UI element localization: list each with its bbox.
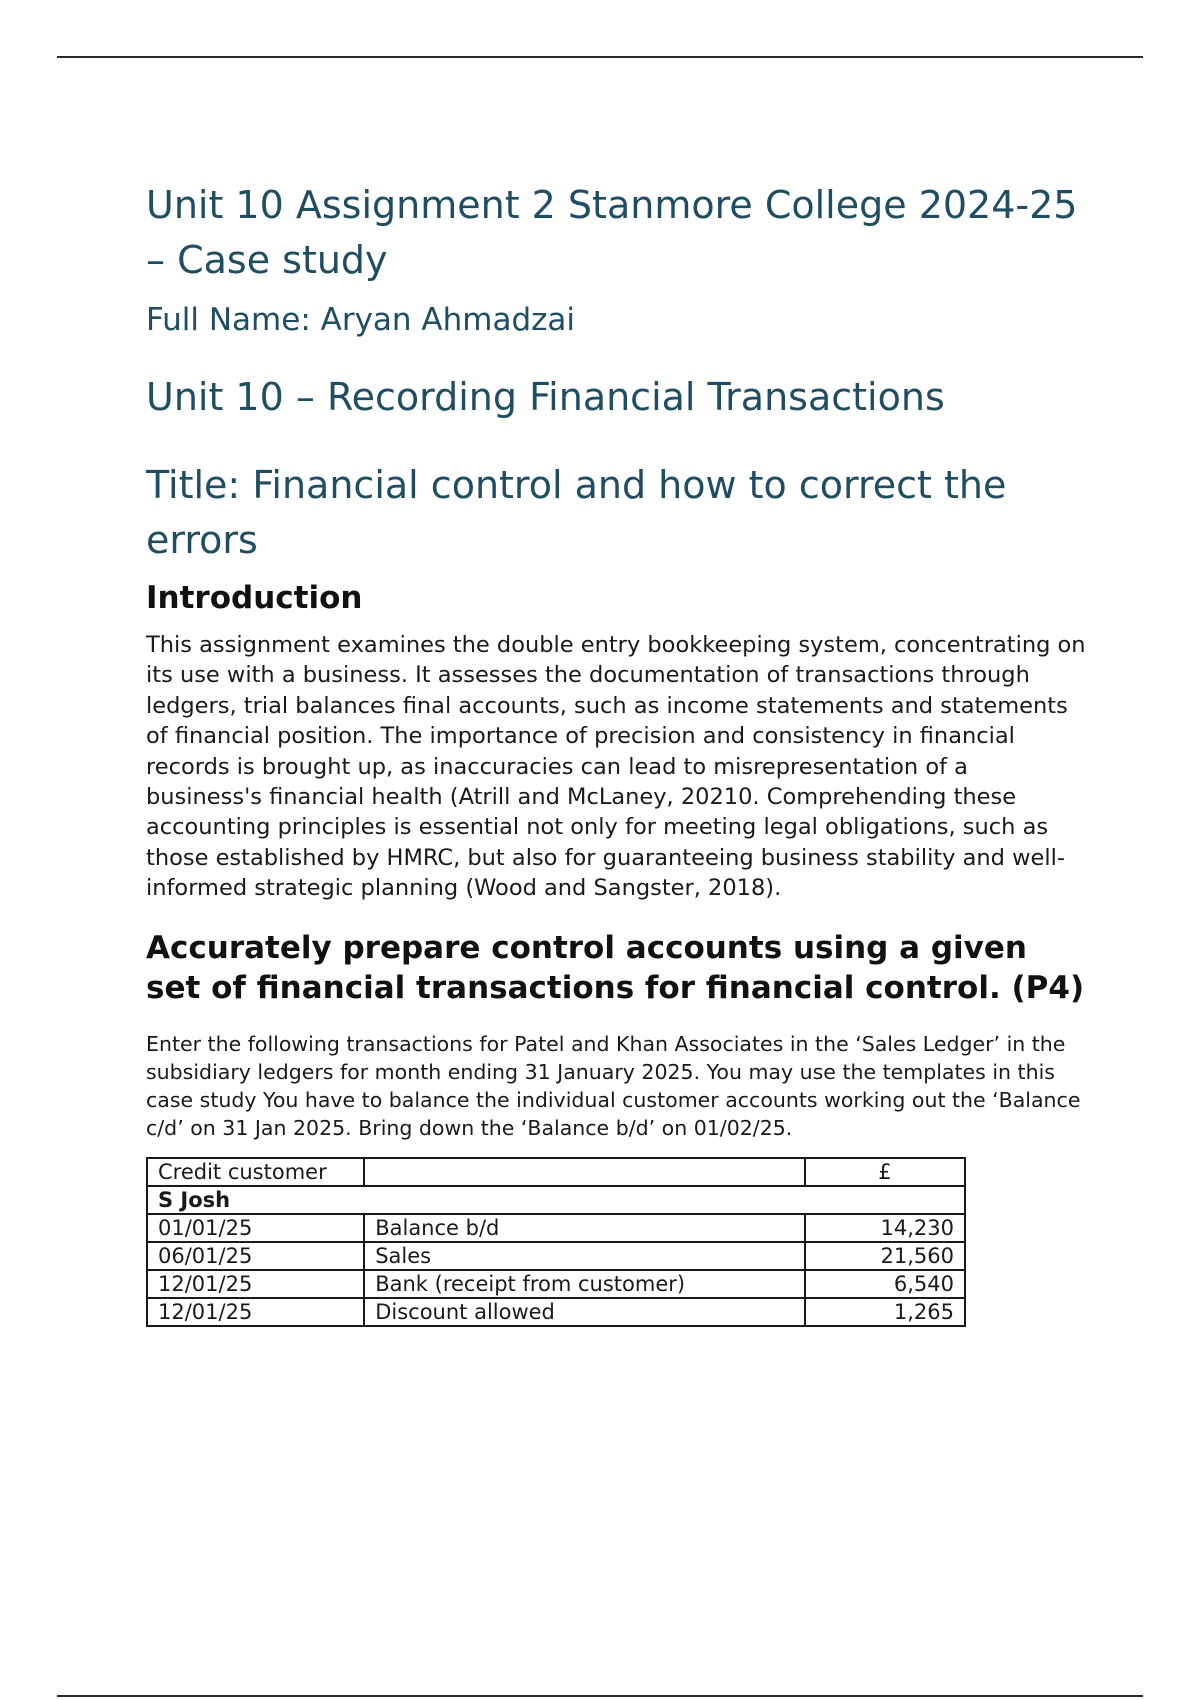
row-description: Bank (receipt from customer) xyxy=(364,1270,805,1298)
header-description xyxy=(364,1158,805,1186)
row-date: 01/01/25 xyxy=(147,1214,364,1242)
row-date: 12/01/25 xyxy=(147,1298,364,1326)
unit-title: Unit 10 – Recording Financial Transactions xyxy=(146,375,945,419)
table-row xyxy=(147,1270,965,1298)
row-description: Balance b/d xyxy=(364,1214,805,1242)
row-date: 06/01/25 xyxy=(147,1242,364,1270)
header-amount-currency: £ xyxy=(805,1158,965,1186)
page-content xyxy=(146,178,1086,1327)
sales-ledger-table xyxy=(146,1157,966,1327)
row-amount: 6,540 xyxy=(805,1270,965,1298)
table-row xyxy=(147,1298,965,1326)
header-credit-customer: Credit customer xyxy=(147,1158,364,1186)
customer-name-row xyxy=(147,1186,965,1214)
row-description: Sales xyxy=(364,1242,805,1270)
introduction-heading: Introduction xyxy=(146,580,363,616)
assignment-title: Title: Financial control and how to correct the errors xyxy=(146,463,1007,562)
task-instructions: Enter the following transactions for Patel and Khan Associates in the ‘Sales Ledger’ in the subsidiary ledgers for month ending 31 January 2025. You may use the templates in this case study You have to balance the individual customer accounts working out the ‘Balance c/d’ on 31 Jan 2025. Bring down the ‘Balance b/d’ on 01/02/25. xyxy=(146,1031,1081,1140)
document-title: Unit 10 Assignment 2 Stanmore College 2024-25 – Case study xyxy=(146,183,1078,282)
row-amount: 1,265 xyxy=(805,1298,965,1326)
table-row xyxy=(147,1214,965,1242)
row-date: 12/01/25 xyxy=(147,1270,364,1298)
student-full-name: Full Name: Aryan Ahmadzai xyxy=(146,302,576,338)
header-rule xyxy=(57,56,1143,58)
table-header-row xyxy=(147,1158,965,1186)
introduction-paragraph: This assignment examines the double entry bookkeeping system, concentrating on its use with a business. It assesses the documentation of transactions through ledgers, trial balances final accounts, such as income statements and statements of financial position. The importance of precision and consistency in financial records is brought up, as inaccuracies can lead to misrepresentation of a business's financial health (Atrill and McLaney, 20210. Comprehending these accounting principles is essential not only for meeting legal obligations, such as those established by HMRC, but also for guaranteeing business stability and well-informed strategic planning (Wood and Sangster, 2018). xyxy=(146,632,1086,902)
footer-rule xyxy=(57,1695,1143,1697)
row-description: Discount allowed xyxy=(364,1298,805,1326)
row-amount: 21,560 xyxy=(805,1242,965,1270)
customer-name: S Josh xyxy=(147,1186,965,1214)
table-row xyxy=(147,1242,965,1270)
row-amount: 14,230 xyxy=(805,1214,965,1242)
task-heading: Accurately prepare control accounts using a given set of financial transactions for financial control. (P4) xyxy=(146,929,1085,1006)
